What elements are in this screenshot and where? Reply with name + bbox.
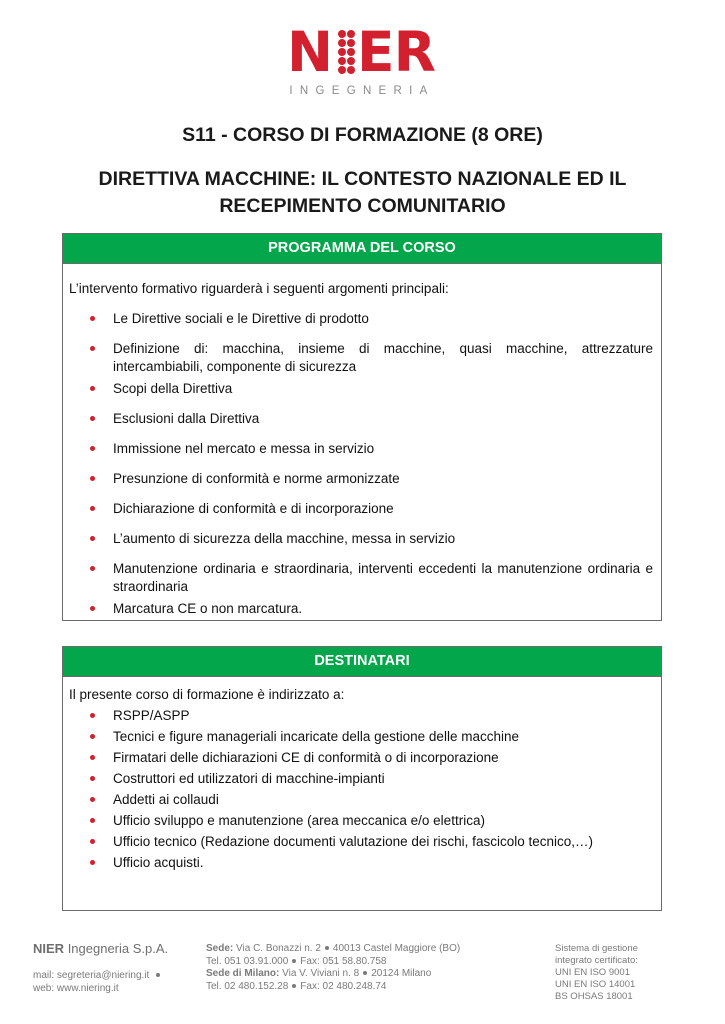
bullet-icon (90, 316, 95, 321)
logo-subtitle: INGEGNERIA (289, 85, 435, 97)
bullet-icon (90, 506, 95, 511)
bullet-icon (90, 713, 95, 718)
course-subject-line-1: DIRETTIVA MACCHINE: IL CONTESTO NAZIONALE ED IL (98, 168, 627, 190)
bullet-icon (90, 839, 95, 844)
list-item: Firmatari delle dichiarazioni CE di conformità o di incorporazione (69, 749, 655, 767)
list-item: Ufficio sviluppo e manutenzione (area meccanica e/o elettrica) (69, 812, 655, 830)
list-item: L’aumento di sicurezza della macchine, messa in servizio (69, 530, 655, 548)
footer-milano-address: Sede di Milano: Via V. Viviani n. 8 20124 Milano (206, 968, 432, 979)
programma-list (69, 310, 655, 618)
programma-section (62, 233, 662, 621)
bullet-icon (90, 386, 95, 391)
footer-web[interactable]: web: www.niering.it (33, 983, 119, 994)
bullet-icon (90, 797, 95, 802)
list-item: Esclusioni dalla Direttiva (69, 410, 655, 428)
bullet-icon (90, 818, 95, 823)
bullet-icon (90, 346, 95, 351)
list-item: Ufficio acquisti. (69, 854, 655, 872)
footer-sede-address: Sede: Via C. Bonazzi n. 2 40013 Castel Maggiore (BO) (206, 943, 461, 954)
list-item: Presunzione di conformità e norme armonizzate (69, 470, 655, 488)
list-item: Scopi della Direttiva (69, 380, 655, 398)
bullet-icon (90, 416, 95, 421)
bullet-icon (90, 476, 95, 481)
course-subject (60, 166, 665, 220)
programma-heading: PROGRAMMA DEL CORSO (63, 234, 661, 264)
list-item: Le Direttive sociali e le Direttive di prodotto (69, 310, 655, 328)
list-item: Dichiarazione di conformità e di incorporazione (69, 500, 655, 518)
course-subject-line-2: RECEPIMENTO COMUNITARIO (219, 195, 506, 217)
destinatari-section (62, 646, 662, 911)
logo-dots-icon (338, 30, 356, 76)
list-item: Addetti ai collaudi (69, 791, 655, 809)
list-item: Marcatura CE o non marcatura. (69, 600, 655, 618)
course-title: S11 - CORSO DI FORMAZIONE (8 ORE) (182, 124, 543, 146)
list-item: Costruttori ed utilizzatori di macchine-impianti (69, 770, 655, 788)
bullet-icon (90, 776, 95, 781)
footer-certifications: Sistema di gestione integrato certificato: UNI EN ISO 9001 UNI EN ISO 14001 BS OHSAS 18001 (555, 943, 638, 1002)
bullet-icon (90, 536, 95, 541)
list-item: Definizione di: macchina, insieme di macchine, quasi macchine, attrezzature intercambiabili, componente di sicurezza (69, 340, 655, 376)
bullet-icon (90, 566, 95, 571)
logo-letter-n: N (287, 20, 333, 84)
destinatari-heading: DESTINATARI (63, 647, 661, 677)
list-item: Immissione nel mercato e messa in servizio (69, 440, 655, 458)
company-logo (287, 20, 437, 102)
destinatari-list (69, 707, 655, 872)
footer-mail[interactable]: mail: segreteria@niering.it (33, 970, 150, 981)
list-item: RSPP/ASPP (69, 707, 655, 725)
separator-dot-icon (292, 959, 296, 963)
list-item: Tecnici e figure manageriali incaricate della gestione delle macchine (69, 728, 655, 746)
bullet-icon (90, 860, 95, 865)
bullet-icon (90, 606, 95, 611)
footer-contacts (33, 969, 164, 995)
bullet-icon (90, 755, 95, 760)
logo-letters-er: ER (357, 20, 435, 84)
destinatari-intro: Il presente corso di formazione è indirizzato a: (69, 687, 345, 702)
programma-intro: L’intervento formativo riguarderà i seguenti argomenti principali: (69, 281, 449, 296)
footer-sede-phone: Tel. 051 03.91.000 Fax: 051 58.80.758 (206, 955, 387, 967)
footer-company-name: NIER Ingegneria S.p.A. (33, 941, 169, 956)
footer-milano-phone: Tel. 02 480.152.28 Fax: 02 480.248.74 (206, 980, 387, 992)
separator-dot-icon (156, 973, 160, 977)
separator-dot-icon (363, 971, 367, 975)
bullet-icon (90, 734, 95, 739)
list-item: Ufficio tecnico (Redazione documenti valutazione dei rischi, fascicolo tecnico,…) (69, 833, 655, 851)
bullet-icon (90, 446, 95, 451)
separator-dot-icon (325, 946, 329, 950)
separator-dot-icon (292, 984, 296, 988)
list-item: Manutenzione ordinaria e straordinaria, interventi eccedenti la manutenzione ordinaria e straordinaria (69, 560, 655, 596)
footer-offices (206, 943, 460, 993)
